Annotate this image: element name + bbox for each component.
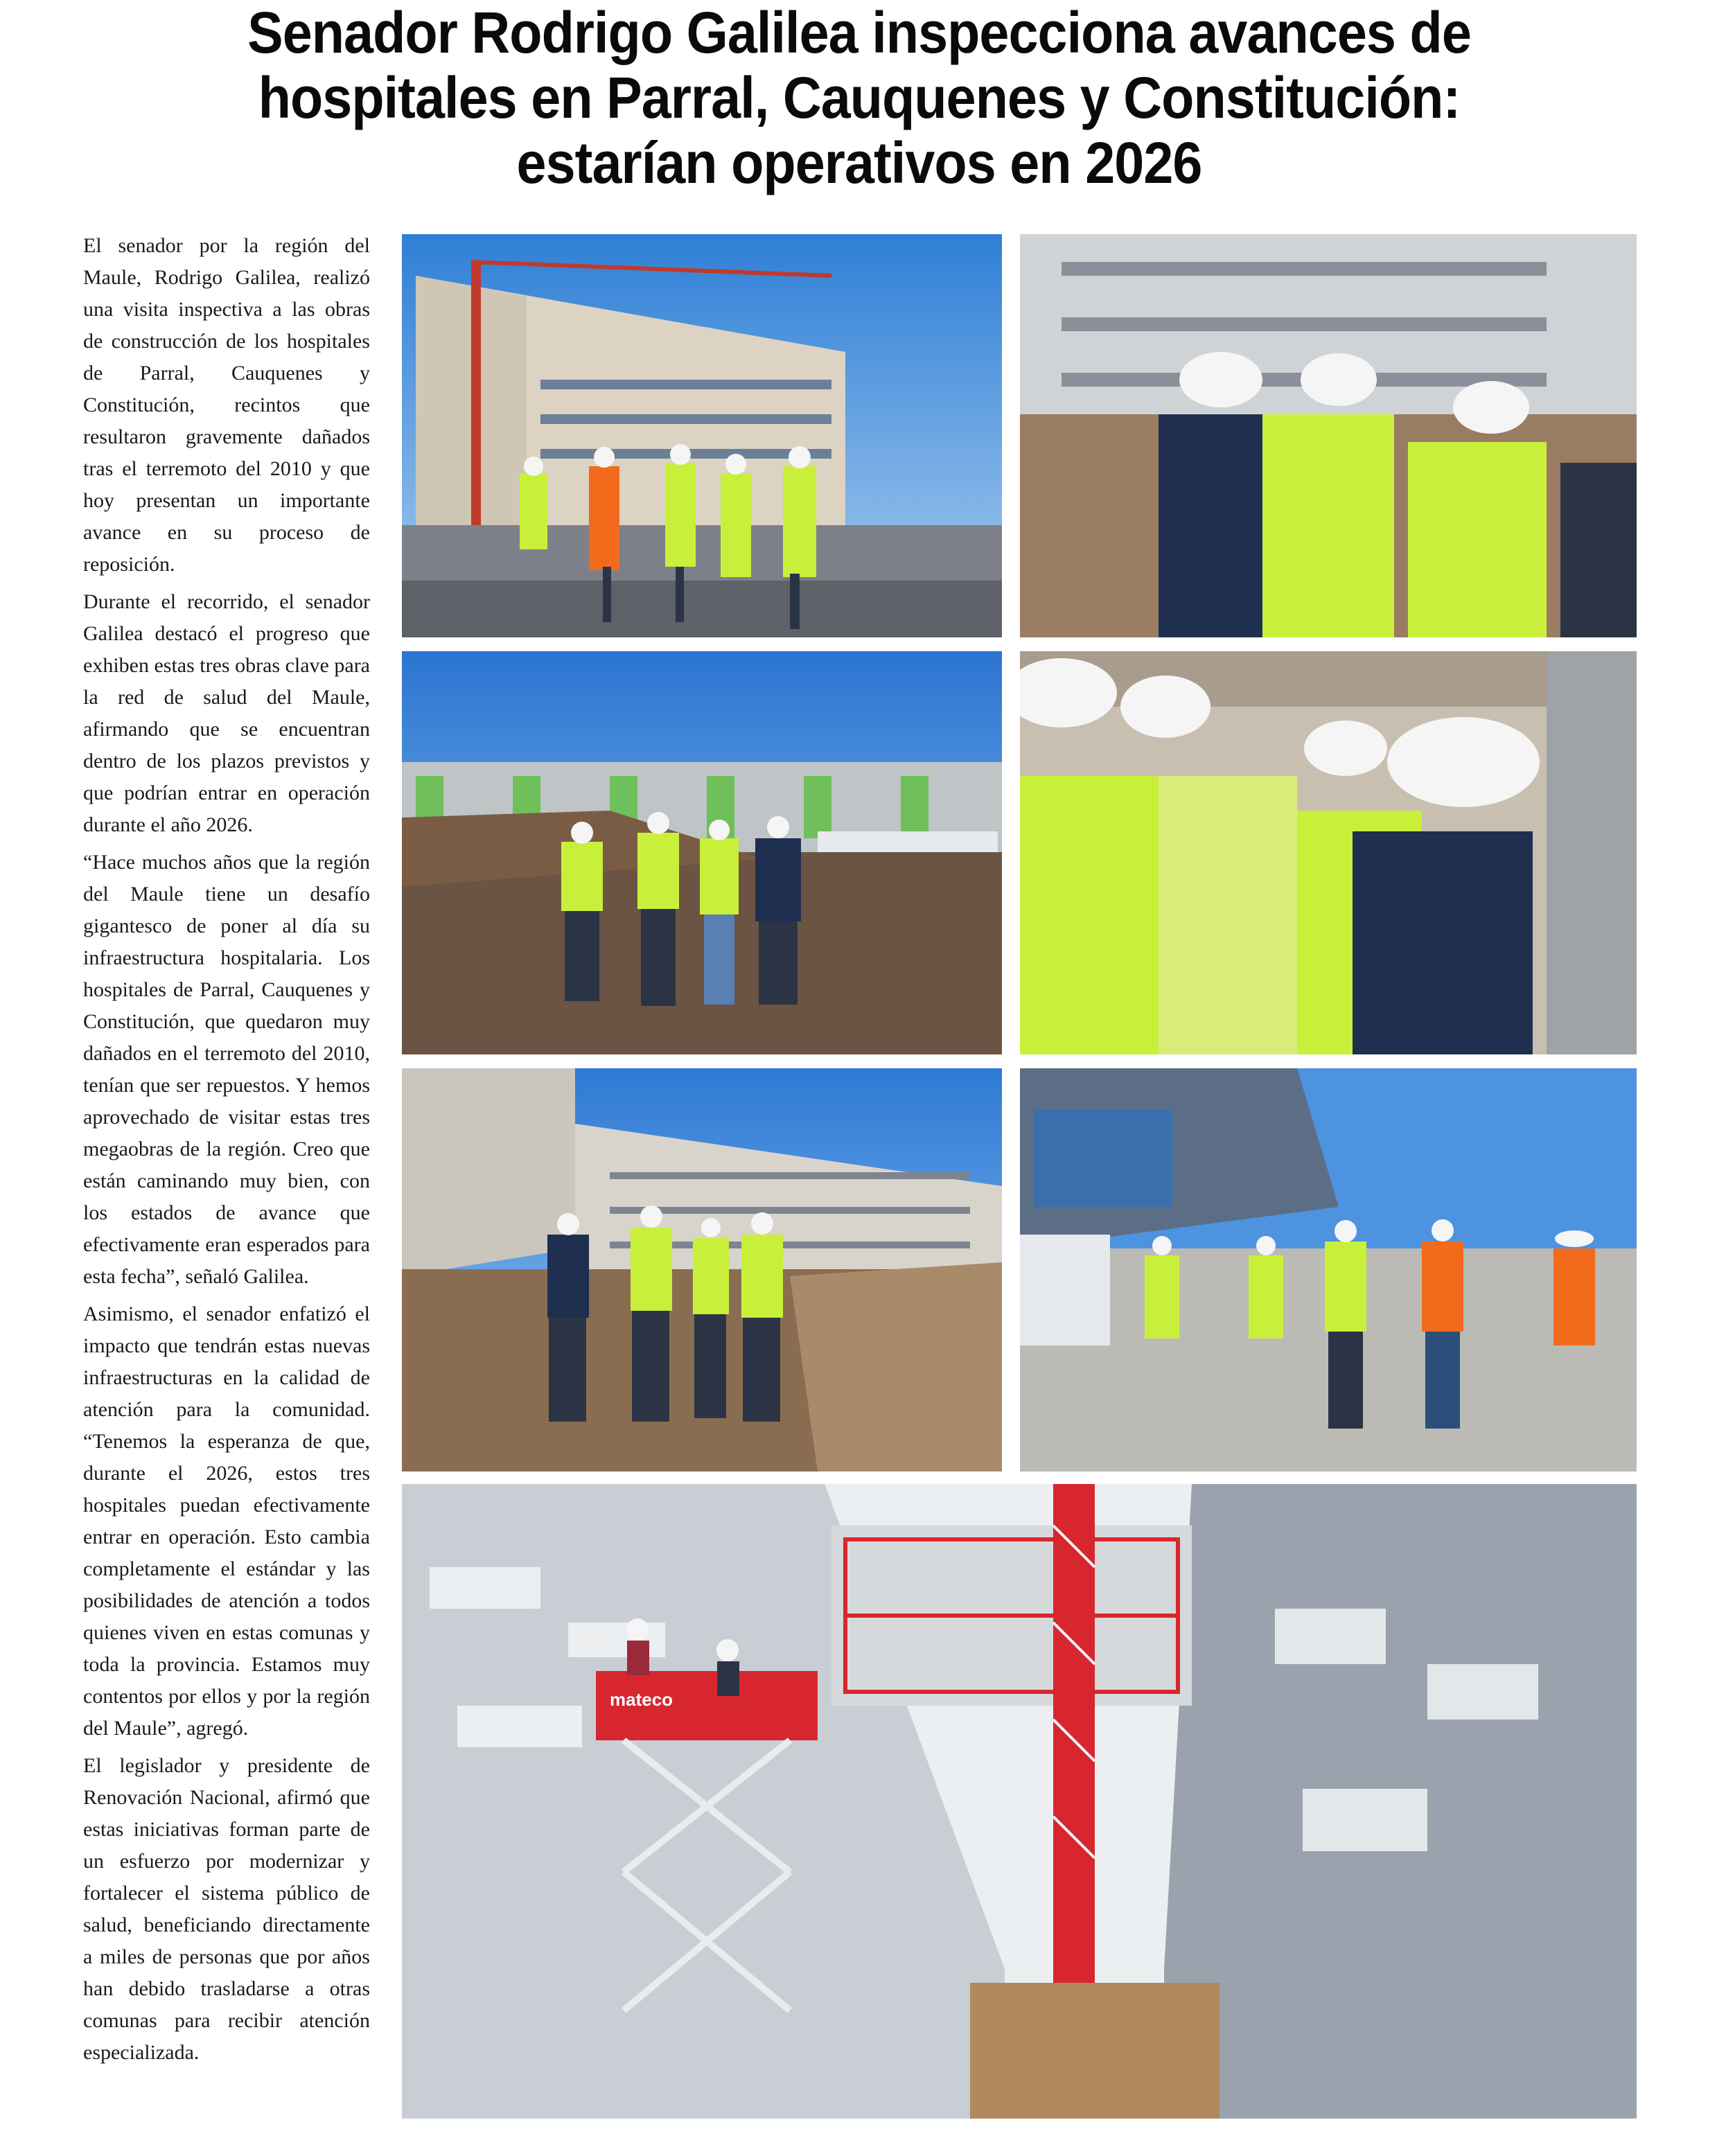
paragraph-3: “Hace muchos años que la región del Maule tiene un desafío gigantesco de poner al día su infraestructura hospitalaria. Los hospitales de Parral, Cauquenes y Constitución, que quedaron muy dañados en el terremoto del 2010, tenían que ser repuestos. Y hemos aprovechado de visitar estas tres megaobras de la región. Creo que están caminando muy bien, con los estados de avance que efectivamente eran esperados para esta fecha”, señaló Galilea.	[83, 851, 370, 1288]
paragraph-1: El senador por la región del Maule, Rodrigo Galilea, realizó una visita inspectiva a las obras de construcción de los hospitales de Parral, Cauquenes y Constitución, recintos que resultaron gravemente dañados tras el terremoto del 2010 y que hoy presentan un importante avance en su proceso de reposición.	[83, 234, 370, 576]
photo-group-by-facade	[1020, 1068, 1637, 1472]
headline-line-3: estarían operativos en 2026	[516, 130, 1202, 195]
article-body	[83, 230, 370, 2074]
headline-line-1: Senador Rodrigo Galilea inspecciona avances de	[247, 0, 1471, 65]
photo-construction-atrium-crane-lift	[402, 1484, 1637, 2119]
article-headline	[164, 0, 1554, 195]
photo-group-posing-construction	[402, 651, 1002, 1054]
paragraph-4: Asimismo, el senador enfatizó el impacto que tendrán estas nuevas infraestructuras en la calidad de atención para la comunidad. “Tenemos la esperanza de que, durante el 2026, estos tres hospitales puedan efectivamente entrar en operación. Esto cambia completamente el estándar y las posibilidades de atención a todos quienes viven en estas comunas y toda la provincia. Estamos muy contentos por ellos y por la región del Maule”, agregó.	[83, 1302, 370, 1740]
lift-brand-label: mateco	[610, 1689, 673, 1710]
photo-group-walking-at-hospital	[402, 234, 1002, 637]
photo-senator-talking-group	[1020, 234, 1637, 637]
paragraph-5: El legislador y presidente de Renovación Nacional, afirmó que estas iniciativas forman parte de un esfuerzo por modernizar y fortalecer el sistema público de salud, beneficiando directamente a miles de personas que por años han debido trasladarse a otras comunas para recibir atención especializada.	[83, 1754, 370, 2064]
photo-indoor-conversation	[1020, 651, 1637, 1054]
headline-line-2: hospitales en Parral, Cauquenes y Constitución:	[258, 65, 1461, 130]
photo-group-on-site-road	[402, 1068, 1002, 1472]
paragraph-2: Durante el recorrido, el senador Galilea destacó el progreso que exhiben estas tres obras clave para la red de salud del Maule, afirmando que se encuentran dentro de los plazos previstos y que podrían entrar en operación durante el año 2026.	[83, 590, 370, 836]
